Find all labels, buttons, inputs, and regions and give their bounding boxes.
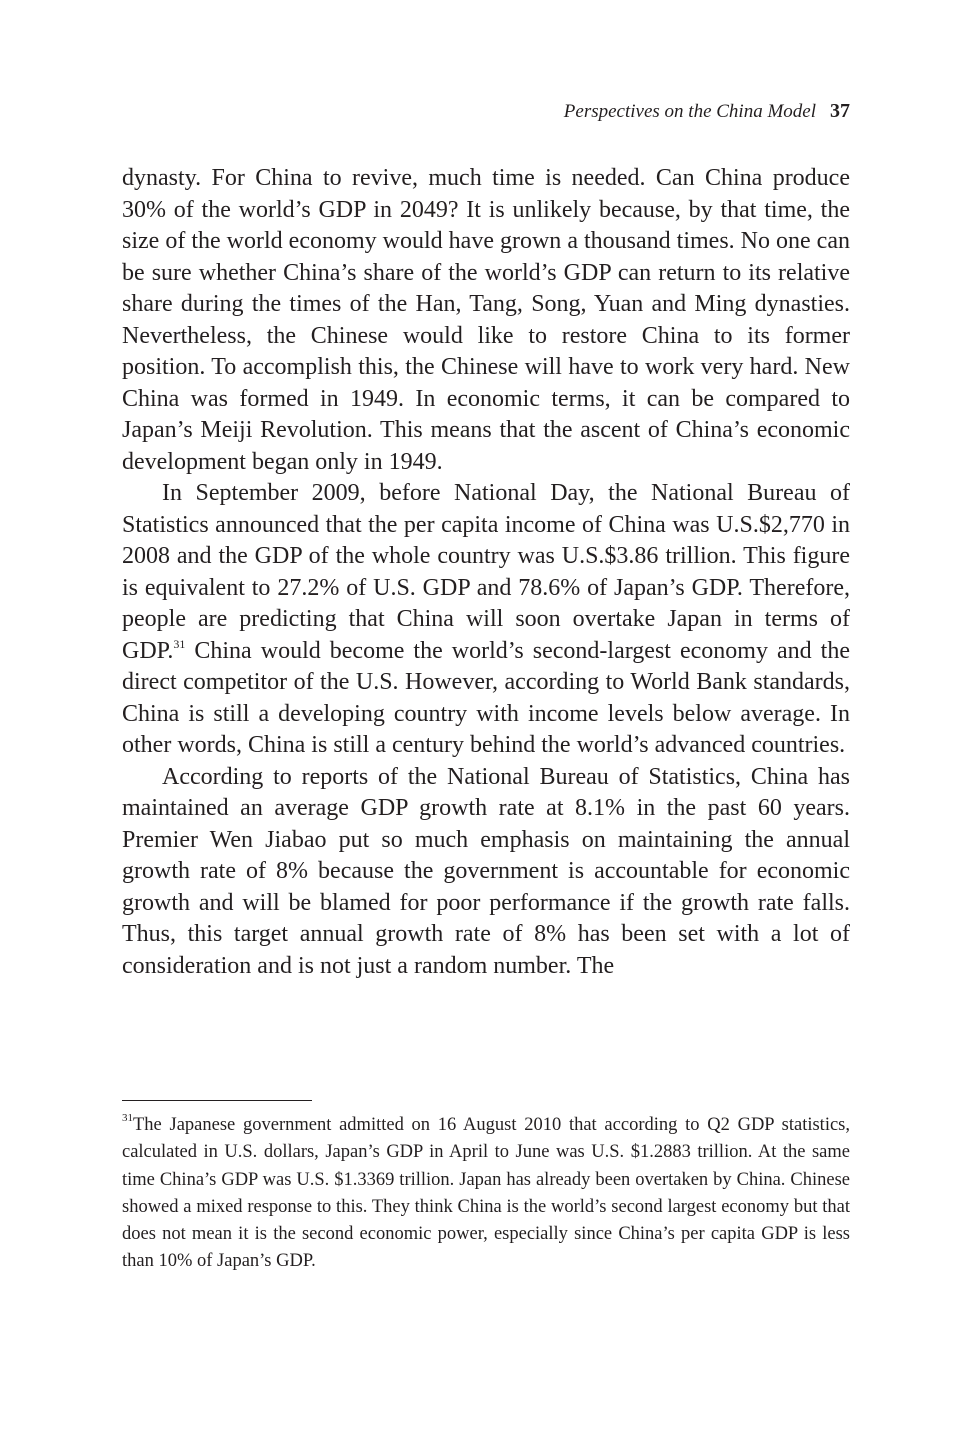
footnote-divider [122, 1100, 312, 1101]
footnote-reference[interactable]: 31 [173, 636, 186, 651]
footnote [122, 1112, 850, 1276]
paragraph-2-text-after-note: China would become the world’s second-largest economy and the direct competitor of the U.S. However, according to World Bank standards, China is still a developing country with income levels below average. In other words, China is still a century behind the world’s advanced countries. [122, 637, 850, 758]
paragraph-3: According to reports of the National Bureau of Statistics, China has maintained an average GDP growth rate at 8.1% in the past 60 years. Premier Wen Jiabao put so much emphasis on maintaining the annual growth rate of 8% because the government is accountable for economic growth and will be blamed for poor performance if the growth rate falls. Thus, this target annual growth rate of 8% has been set with a lot of consideration and is not just a random number. The [122, 763, 850, 979]
paragraph-2 [122, 478, 850, 762]
footnote-text: The Japanese government admitted on 16 August 2010 that according to Q2 GDP statistics, calculated in U.S. dollars, Japan’s GDP in April to June was U.S. $1.2883 trillion. At the same time China’s GDP was U.S. $1.3369 trillion. Japan has already been overtaken by China. Chinese showed a mixed response to this. They think China is the world’s second largest economy but that does not mean it is the second economic power, especially since China’s per capita GDP is less than 10% of Japan’s GDP. [122, 1115, 850, 1272]
footnote-number: 31 [122, 1111, 133, 1124]
running-title: Perspectives on the China Model [563, 101, 816, 122]
running-head [122, 98, 850, 125]
page-number: 37 [830, 100, 850, 122]
body-text [122, 163, 850, 982]
paragraph-2-text-before-note: In September 2009, before National Day, the National Bureau of Statistics announced that the per capita income of China was U.S.$2,770 in 2008 and the GDP of the whole country was U.S.$3.86 trillion. This figure is equivalent to 27.2% of U.S. GDP and 78.6% of Japan’s GDP. Therefore, people are predicting that China will soon overtake Japan in terms of GDP. [122, 480, 850, 664]
paragraph-1: dynasty. For China to revive, much time is needed. Can China produce 30% of the world’s GDP in 2049? It is unlikely because, by that time, the size of the world economy would have grown a thousand times. No one can be sure whether China’s share of the world’s GDP can return to its relative share during the times of the Han, Tang, Song, Yuan and Ming dynasties. Nevertheless, the Chinese would like to restore China to its former position. To accomplish this, the Chinese will have to work very hard. New China was formed in 1949. In economic terms, it can be compared to Japan’s Meiji Revolution. This means that the ascent of China’s economic development began only in 1949. [122, 165, 850, 475]
